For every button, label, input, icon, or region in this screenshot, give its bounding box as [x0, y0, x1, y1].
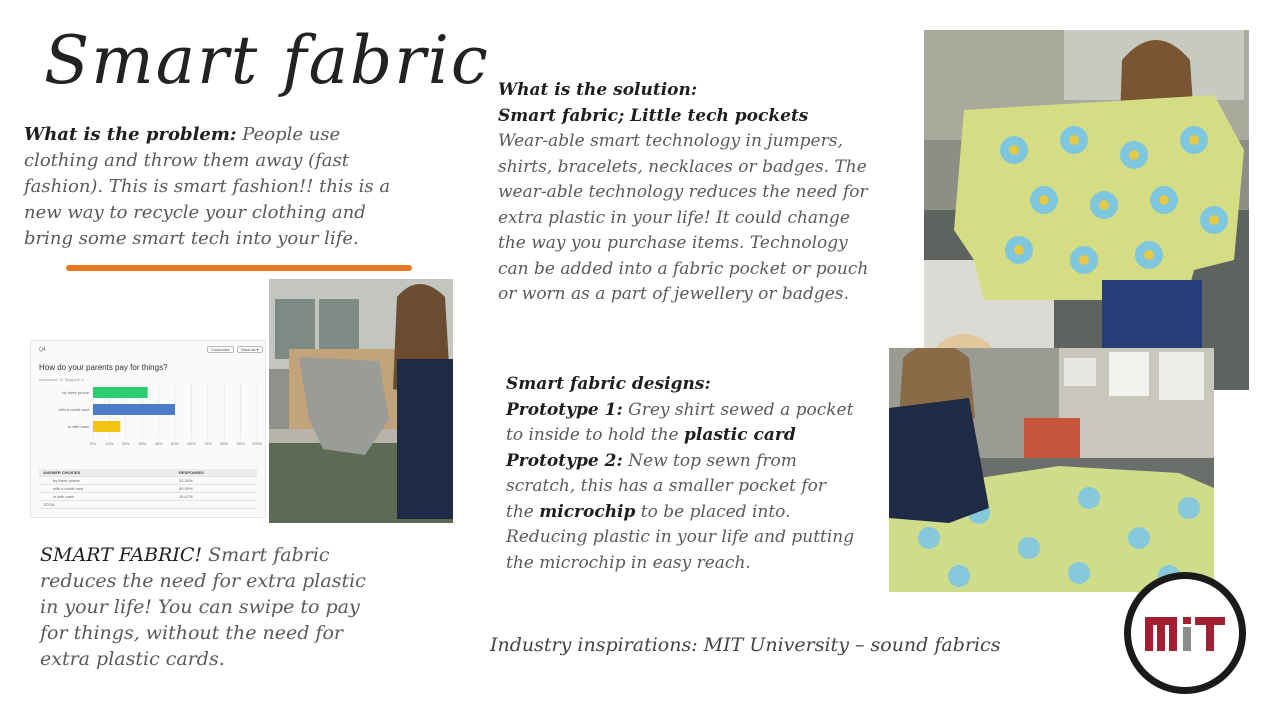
x-tick-label: 60%: [187, 441, 196, 446]
industry-inspirations: Industry inspirations: MIT University – sound fabrics: [490, 634, 1001, 656]
designs-section: [506, 372, 856, 576]
smart-fabric-text: Smart fabric reduces the need for extra plastic in your life! You can swipe to pay for things, without the need for extra plastic cards.: [40, 544, 366, 670]
bar-category-label: by there phone: [62, 390, 89, 395]
bar: [93, 387, 148, 398]
answer-choices-header: ANSWER CHOICES: [43, 470, 81, 475]
row-value: 33.33%: [179, 478, 193, 483]
smart-fabric-heading: SMART FABRIC!: [40, 544, 203, 566]
survey-subtitle: Answered: 12 Skipped: 0: [39, 377, 84, 382]
table-row: [39, 493, 257, 501]
bar-category-label: with a credit card: [58, 407, 89, 412]
row-value: 16.67%: [179, 494, 193, 499]
x-tick-label: 80%: [220, 441, 229, 446]
customize-button[interactable]: Customize: [207, 346, 234, 353]
solution-heading: What is the solution:: [498, 80, 698, 100]
x-tick-label: 30%: [138, 441, 147, 446]
x-tick-label: 70%: [203, 441, 212, 446]
solution-subheading: Smart fabric; Little tech pockets: [498, 105, 809, 126]
survey-question: How do your parents pay for things?: [39, 363, 168, 372]
bar: [93, 421, 120, 432]
highlight-underline: [66, 265, 412, 271]
survey-results-chart: [30, 340, 266, 518]
table-row: [39, 485, 257, 493]
row-label: in with cash: [53, 494, 74, 499]
responses-header: RESPONSES: [179, 470, 204, 475]
mit-logo: [1124, 572, 1246, 694]
designs-heading: Smart fabric designs:: [506, 374, 711, 394]
photo-grey-shirt: [269, 279, 453, 523]
x-tick-label: 90%: [236, 441, 245, 446]
solution-section: [498, 78, 878, 308]
table-row: [39, 477, 257, 485]
x-tick-label: 0%: [90, 441, 96, 446]
prototype-2-label: Prototype 2:: [506, 450, 623, 471]
survey-question-number: Q4: [39, 347, 46, 353]
prototype-1-text: Grey shirt sewed a pocket to inside to hold the: [506, 399, 854, 445]
photo-girl-holding-top: [924, 30, 1249, 390]
problem-section: [24, 122, 416, 252]
prototype-2-text-end: to be placed into. Reducing plastic in your life and putting the microchip in easy reach.: [506, 501, 855, 573]
bar: [93, 404, 175, 415]
prototype-2-bold: microchip: [539, 501, 636, 522]
smart-fabric-section: [40, 542, 390, 672]
x-tick-label: 50%: [170, 441, 180, 446]
prototype-1-bold: plastic card: [684, 425, 796, 445]
row-value: 50.00%: [179, 486, 193, 491]
solution-text: Wear-able smart technology in jumpers, shirts, bracelets, necklaces or badges. The wear-able technology reduces the need for extra plastic in your life! It could change the way you purchase items. Technology can be added into a fabric pocket or pouch or worn as a part of jewellery or badges.: [498, 131, 869, 304]
prototype-1-label: Prototype 1:: [506, 399, 623, 420]
prototype-2-text: New top sewn from scratch, this has a smaller pocket for the: [506, 450, 827, 522]
table-row-total: [39, 501, 257, 509]
x-tick-label: 100%: [251, 441, 263, 446]
save-as-button[interactable]: Save as ▾: [237, 346, 263, 353]
total-label: TOTAL: [43, 502, 56, 507]
bar-category-label: in with cash: [68, 424, 89, 429]
page-title: Smart fabric: [44, 22, 490, 99]
problem-text: People use clothing and throw them away (fast fashion). This is smart fashion!! this is a new way to recycle your clothing and bring some smart tech into your life.: [24, 124, 391, 249]
mit-logo-mark: [1131, 579, 1239, 687]
survey-table-header: [39, 469, 257, 477]
x-tick-label: 10%: [105, 441, 114, 446]
x-tick-label: 20%: [121, 441, 130, 446]
row-label: by there phone: [53, 478, 80, 483]
photo-girl-sewing: [889, 348, 1214, 592]
x-tick-label: 40%: [154, 441, 163, 446]
row-label: with a credit card: [53, 486, 84, 491]
problem-heading: What is the problem:: [24, 124, 237, 145]
